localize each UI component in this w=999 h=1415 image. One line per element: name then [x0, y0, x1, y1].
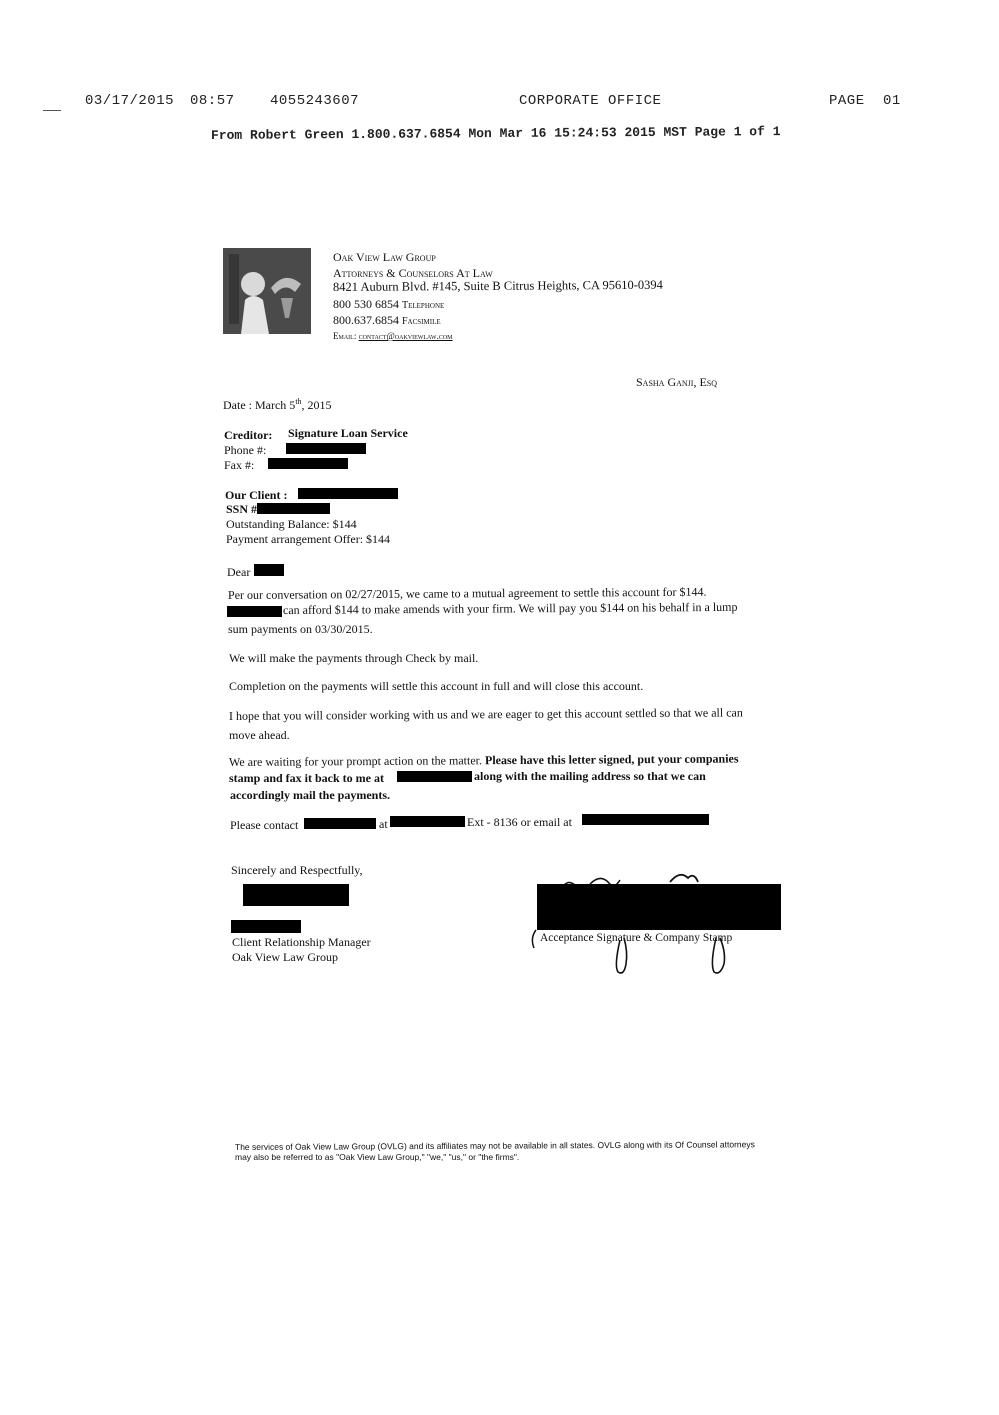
body-p5-line1 — [229, 751, 739, 769]
contact-ext: Ext - 8136 or email at — [467, 815, 572, 829]
firm-address: 8421 Auburn Blvd. #145, Suite B Citrus Heights, CA 95610-0394 — [332, 277, 663, 294]
firm-email-label: Email: — [333, 331, 357, 341]
fax-time: 08:57 — [190, 93, 235, 109]
body-p4-line1: I hope that you will consider working with us and we are eager to get this account settled so that we all can — [228, 705, 743, 723]
fax-number: 4055243607 — [270, 93, 360, 109]
payment-offer: Payment arrangement Offer: $144 — [226, 532, 391, 546]
letter-date-sup: th — [295, 397, 302, 406]
signer-title: Client Relationship Manager — [232, 935, 371, 949]
firm-email — [333, 331, 453, 341]
footer-line2: may also be referred to as "Oak View Law Group," "we," "us," or "the firms". — [235, 1152, 520, 1162]
firm-subtitle: Attorneys & Counselors At Law — [333, 266, 493, 280]
redaction-signature — [243, 884, 349, 906]
redaction-creditor-phone — [286, 443, 366, 454]
body-p3: Completion on the payments will settle this account in full and will close this account. — [229, 679, 644, 693]
redaction-contact-email — [582, 814, 709, 825]
firm-phone-label: Telephone — [402, 300, 445, 311]
creditor-name: Signature Loan Service — [288, 426, 408, 440]
body-p5-bold: Please have this letter signed, put your companies — [484, 751, 739, 768]
redaction-contact-name — [304, 818, 376, 829]
redaction-contact-phone — [390, 816, 465, 827]
from-line: From Robert Green 1.800.637.6854 Mon Mar 16 15:24:53 2015 MST Page 1 of 1 — [210, 124, 781, 143]
contact-at: at — [379, 817, 388, 831]
redaction-p1-client — [227, 606, 282, 617]
redaction-ssn — [257, 503, 330, 514]
body-p5-line2a: stamp and fax it back to me at — [229, 771, 384, 785]
body-p2: We will make the payments through Check by mail. — [229, 651, 479, 665]
firm-fax-number: 800.637.6854 — [333, 313, 399, 327]
letter-date-text: Date : March 5 — [223, 398, 296, 412]
redaction-salutation-name — [254, 564, 284, 576]
fax-date: 03/17/2015 — [85, 93, 175, 109]
fax-header-mark — [43, 110, 61, 111]
redaction-client-name — [298, 488, 398, 499]
body-p1-line3: sum payments on 03/30/2015. — [228, 622, 373, 636]
body-p1-line2: can afford $144 to make amends with your firm. We will pay you $144 on his behalf in a lump — [282, 599, 738, 617]
firm-email-link[interactable]: contact@oakviewlaw.com — [358, 331, 453, 341]
signer-company: Oak View Law Group — [232, 950, 339, 964]
firm-fax — [333, 313, 441, 328]
firm-logo — [223, 248, 311, 334]
body-p5-line3: accordingly mail the payments. — [230, 788, 390, 802]
firm-phone — [333, 297, 444, 312]
redaction-acceptance-signature — [537, 884, 781, 930]
outstanding-balance: Outstanding Balance: $144 — [226, 517, 357, 531]
firm-name: Oak View Law Group — [333, 250, 436, 264]
body-p1-line1: Per our conversation on 02/27/2015, we came to a mutual agreement to settle this account for $144. — [227, 584, 707, 602]
redaction-signer-name — [231, 920, 301, 933]
firm-fax-label: Facsimile — [402, 316, 441, 327]
creditor-label: Creditor: — [224, 428, 273, 442]
client-label: Our Client : — [225, 488, 288, 502]
attorney-name: Sasha Ganji, Esq — [636, 375, 718, 389]
redaction-fax-number — [397, 771, 472, 782]
body-p5-line2b: along with the mailing address so that we can — [474, 769, 706, 783]
fax-page-number: 01 — [883, 93, 901, 109]
footer-line1: The services of Oak View Law Group (OVLG) and its affiliates may not be available in all states. OVLG along with its Of Counsel attorneys — [234, 1139, 755, 1152]
body-p5-normal: We are waiting for your prompt action on the matter. — [228, 753, 483, 769]
closing: Sincerely and Respectfully, — [231, 863, 363, 877]
creditor-phone-label: Phone #: — [224, 443, 267, 457]
contact-label: Please contact — [230, 818, 299, 832]
creditor-fax-label: Fax #: — [224, 458, 255, 472]
ssn-label: SSN # — [226, 502, 258, 516]
fax-page-label: PAGE — [829, 93, 865, 109]
fax-office: CORPORATE OFFICE — [519, 93, 662, 109]
body-p4-line2: move ahead. — [229, 728, 290, 742]
redaction-creditor-fax — [268, 458, 348, 469]
letter-date — [223, 397, 332, 413]
firm-phone-number: 800 530 6854 — [333, 297, 399, 311]
acceptance-label: Acceptance Signature & Company Stamp — [540, 932, 733, 944]
salutation: Dear — [227, 565, 251, 579]
letter-date-year: , 2015 — [301, 398, 332, 412]
